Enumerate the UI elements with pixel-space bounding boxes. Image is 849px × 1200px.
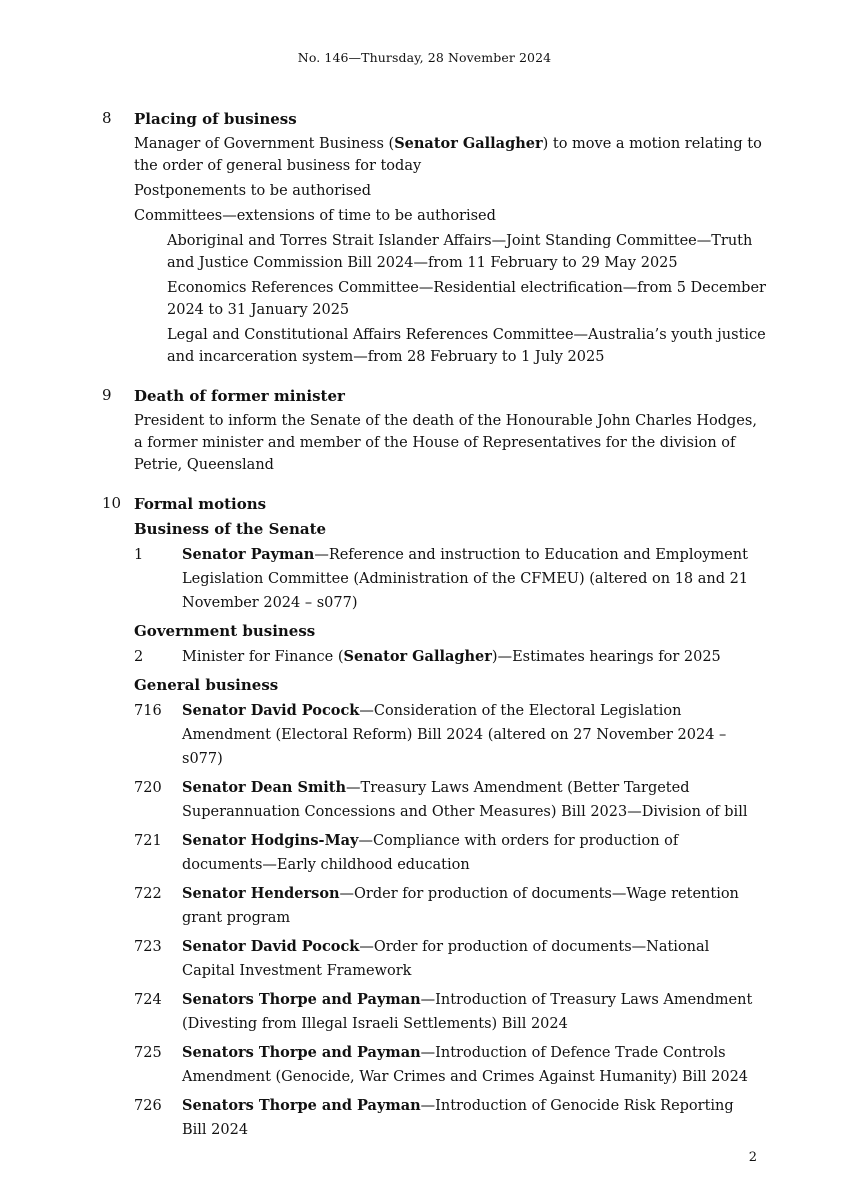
item-placing-of-business <box>0 108 849 368</box>
paragraph-committees: Committees—extensions of time to be authorised <box>134 208 496 224</box>
motion-number: 726 <box>134 1098 162 1114</box>
motion-text: Senator Henderson—Order for production of documents—Wage retention grant program <box>182 885 739 926</box>
senator-name: Senators Thorpe and Payman <box>182 1044 421 1061</box>
motion-number: 722 <box>134 886 162 902</box>
motion-row <box>0 776 849 824</box>
motion-number: 725 <box>134 1045 162 1061</box>
item-heading: Placing of business <box>134 110 297 128</box>
senator-name: Senators Thorpe and Payman <box>182 991 421 1008</box>
group-heading-business-of-senate: Business of the Senate <box>134 520 327 538</box>
motion-text: Minister for Finance (Senator Gallagher)—Estimates hearings for 2025 <box>182 648 721 665</box>
group-heading-general-business: General business <box>134 676 279 694</box>
motion-number: 721 <box>134 833 162 849</box>
item-formal-motions <box>0 493 849 1142</box>
committee-extension: Legal and Constitutional Affairs References Committee—Australia’s youth justice and incarceration system—from 28 February to 1 July 2025 <box>167 327 766 365</box>
motion-text: Senators Thorpe and Payman—Introduction of Genocide Risk Reporting Bill 2024 <box>182 1097 734 1138</box>
motion-row <box>0 1094 849 1142</box>
general-business-list <box>0 699 849 1142</box>
senator-name: Senator Gallagher <box>343 648 492 665</box>
document-body <box>0 108 849 1159</box>
motion-number: 723 <box>134 939 162 955</box>
senator-name: Senator David Pocock <box>182 938 360 955</box>
item-number: 9 <box>102 386 112 404</box>
senator-name: Senator Payman <box>182 546 315 563</box>
motion-text: Senators Thorpe and Payman—Introduction of Defence Trade Controls Amendment (Genocide, War Crimes and Crimes Against Humanity) Bill 2024 <box>182 1044 749 1085</box>
motion-number: 724 <box>134 992 162 1008</box>
senator-name: Senator Dean Smith <box>182 779 347 796</box>
motion-text: Senator David Pocock—Consideration of the Electoral Legislation Amendment (Electoral Reform) Bill 2024 (altered on 27 November 2024 – s077) <box>182 702 727 767</box>
motion-text: Senator Payman—Reference and instruction to Education and Employment Legislation Committee (Administration of the CFMEU) (altered on 18 and 21 November 2024 – s077) <box>182 546 749 611</box>
paragraph-manager-motion: Manager of Government Business (Senator Gallagher) to move a motion relating to the order of general business for today <box>134 135 762 174</box>
motion-text: Senator David Pocock—Order for production of documents—National Capital Investment Framework <box>182 938 710 979</box>
motion-row <box>0 1041 849 1089</box>
motion-row <box>0 543 849 615</box>
motion-row <box>0 645 849 669</box>
motion-number: 720 <box>134 780 162 796</box>
motion-row <box>0 935 849 983</box>
motion-row <box>0 699 849 771</box>
motion-text: Senators Thorpe and Payman—Introduction of Treasury Laws Amendment (Divesting from Illegal Israeli Settlements) Bill 2024 <box>182 991 753 1032</box>
motion-row <box>0 988 849 1036</box>
senator-name: Senator Hodgins-May <box>182 832 359 849</box>
paragraph-death-notice: President to inform the Senate of the death of the Honourable John Charles Hodges, a former minister and member of the House of Representatives for the division of Petrie, Queensland <box>134 413 757 473</box>
senator-name: Senator Henderson <box>182 885 340 902</box>
page-number: 2 <box>748 1150 757 1165</box>
committee-extension: Aboriginal and Torres Strait Islander Affairs—Joint Standing Committee—Truth and Justice Commission Bill 2024—from 11 February to 29 May 2025 <box>167 233 753 271</box>
item-death-of-former-minister <box>0 385 849 476</box>
paragraph-postponements: Postponements to be authorised <box>134 183 372 199</box>
motion-row <box>0 882 849 930</box>
motion-text: Senator Dean Smith—Treasury Laws Amendment (Better Targeted Superannuation Concessions and Other Measures) Bill 2023—Division of bill <box>182 779 748 820</box>
senator-name: Senator David Pocock <box>182 702 360 719</box>
item-heading: Formal motions <box>134 495 267 513</box>
motion-text: Senator Hodgins-May—Compliance with orders for production of documents—Early childhood education <box>182 832 679 873</box>
senator-name: Senators Thorpe and Payman <box>182 1097 421 1114</box>
item-number: 10 <box>102 494 122 512</box>
committee-extension: Economics References Committee—Residential electrification—from 5 December 2024 to 31 January 2025 <box>167 280 766 318</box>
motion-number: 1 <box>134 547 144 563</box>
motion-row <box>0 829 849 877</box>
motion-number: 716 <box>134 703 162 719</box>
motion-number: 2 <box>134 649 144 665</box>
senator-name: Senator Gallagher <box>394 135 543 152</box>
page-header: No. 146—Thursday, 28 November 2024 <box>297 50 552 65</box>
group-heading-government-business: Government business <box>134 622 316 640</box>
item-heading: Death of former minister <box>134 387 345 405</box>
item-number: 8 <box>102 109 112 127</box>
